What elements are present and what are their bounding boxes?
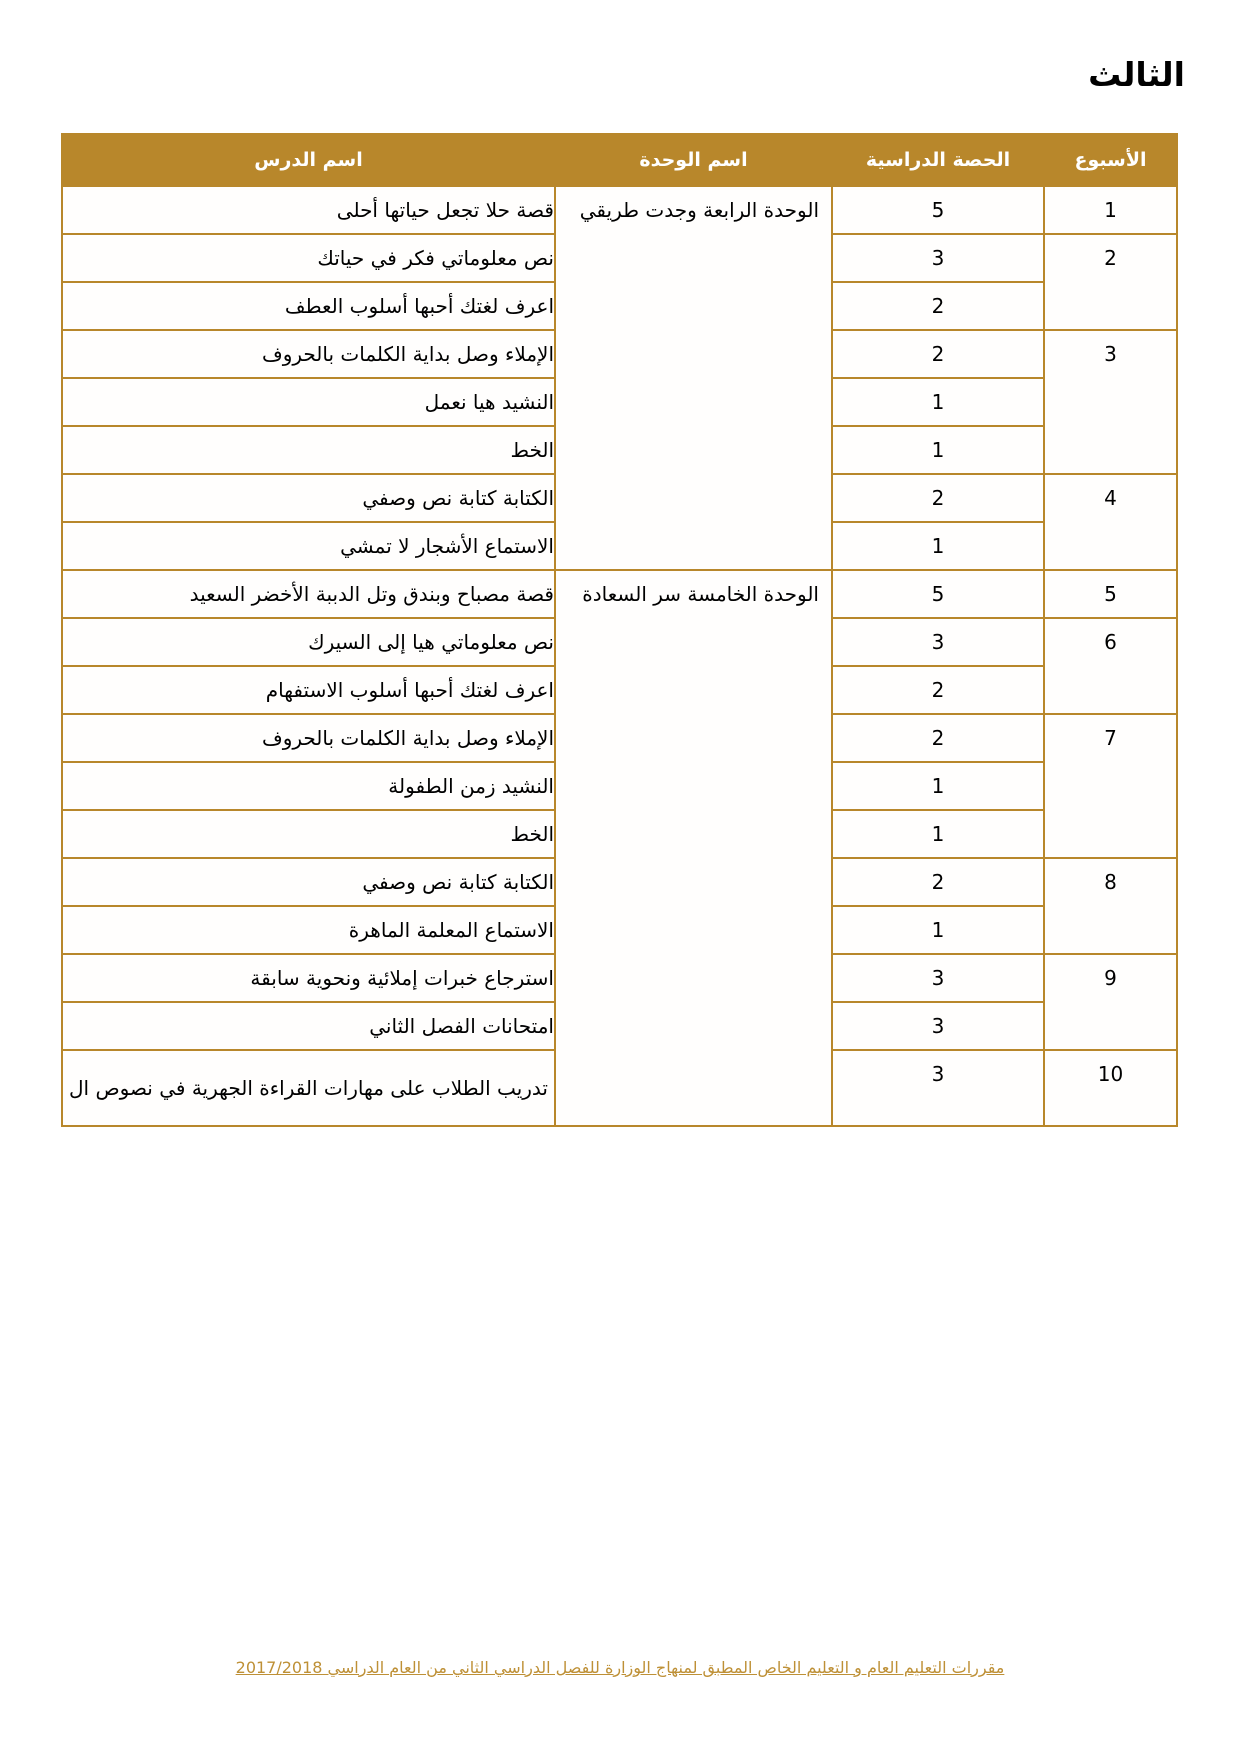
period-cell: 2 [832,282,1044,330]
table-row [62,186,1177,234]
lesson-cell: امتحانات الفصل الثاني [62,1002,555,1050]
schedule-table [61,133,1178,1127]
unit-cell: الوحدة الخامسة سر السعادة [555,570,832,1126]
period-cell: 2 [832,330,1044,378]
lesson-cell: الإملاء وصل بداية الكلمات بالحروف [62,330,555,378]
lesson-cell: الخط [62,810,555,858]
lesson-cell: الخط [62,426,555,474]
week-cell: 5 [1044,570,1177,618]
period-cell: 2 [832,714,1044,762]
period-cell: 3 [832,1050,1044,1126]
week-cell: 1 [1044,186,1177,234]
lesson-cell: نص معلوماتي فكر في حياتك [62,234,555,282]
lesson-cell: النشيد هيا نعمل [62,378,555,426]
period-cell: 1 [832,378,1044,426]
period-cell: 3 [832,954,1044,1002]
unit-cell: الوحدة الرابعة وجدت طريقي [555,186,832,570]
period-cell: 2 [832,666,1044,714]
period-cell: 5 [832,186,1044,234]
page-title: الثالث [1088,55,1185,94]
period-cell: 1 [832,810,1044,858]
lesson-cell: اعرف لغتك أحبها أسلوب الاستفهام [62,666,555,714]
lesson-cell: الكتابة كتابة نص وصفي [62,858,555,906]
week-cell: 6 [1044,618,1177,714]
column-header-week: الأسبوع [1044,134,1177,186]
week-cell: 8 [1044,858,1177,954]
lesson-cell: الاستماع الأشجار لا تمشي [62,522,555,570]
week-cell: 3 [1044,330,1177,474]
lesson-cell: تدريب الطلاب على مهارات القراءة الجهرية في نصوص ال [62,1050,555,1126]
lesson-cell: الكتابة كتابة نص وصفي [62,474,555,522]
period-cell: 2 [832,858,1044,906]
week-cell: 7 [1044,714,1177,858]
lesson-cell: قصة مصباح وبندق وتل الدببة الأخضر السعيد [62,570,555,618]
period-cell: 3 [832,1002,1044,1050]
period-cell: 1 [832,762,1044,810]
column-header-unit: اسم الوحدة [555,134,832,186]
table-row [62,570,1177,618]
period-cell: 2 [832,474,1044,522]
column-header-lesson: اسم الدرس [62,134,555,186]
period-cell: 3 [832,234,1044,282]
lesson-cell: الاستماع المعلمة الماهرة [62,906,555,954]
period-cell: 1 [832,522,1044,570]
footer [45,1658,1195,1677]
lesson-cell: نص معلوماتي هيا إلى السيرك [62,618,555,666]
week-cell: 4 [1044,474,1177,570]
lesson-cell: النشيد زمن الطفولة [62,762,555,810]
lesson-cell: استرجاع خبرات إملائية ونحوية سابقة [62,954,555,1002]
week-cell: 9 [1044,954,1177,1050]
table-header-row [62,134,1177,186]
column-header-period: الحصة الدراسية [832,134,1044,186]
footer-link[interactable]: مقررات التعليم العام و التعليم الخاص المطبق لمنهاج الوزارة للفصل الدراسي الثاني من العام الدراسي 2017/2018 [235,1658,1005,1677]
week-cell: 2 [1044,234,1177,330]
period-cell: 5 [832,570,1044,618]
period-cell: 3 [832,618,1044,666]
lesson-cell: قصة حلا تجعل حياتها أحلى [62,186,555,234]
week-cell: 10 [1044,1050,1177,1126]
lesson-cell: اعرف لغتك أحبها أسلوب العطف [62,282,555,330]
period-cell: 1 [832,906,1044,954]
period-cell: 1 [832,426,1044,474]
lesson-cell: الإملاء وصل بداية الكلمات بالحروف [62,714,555,762]
